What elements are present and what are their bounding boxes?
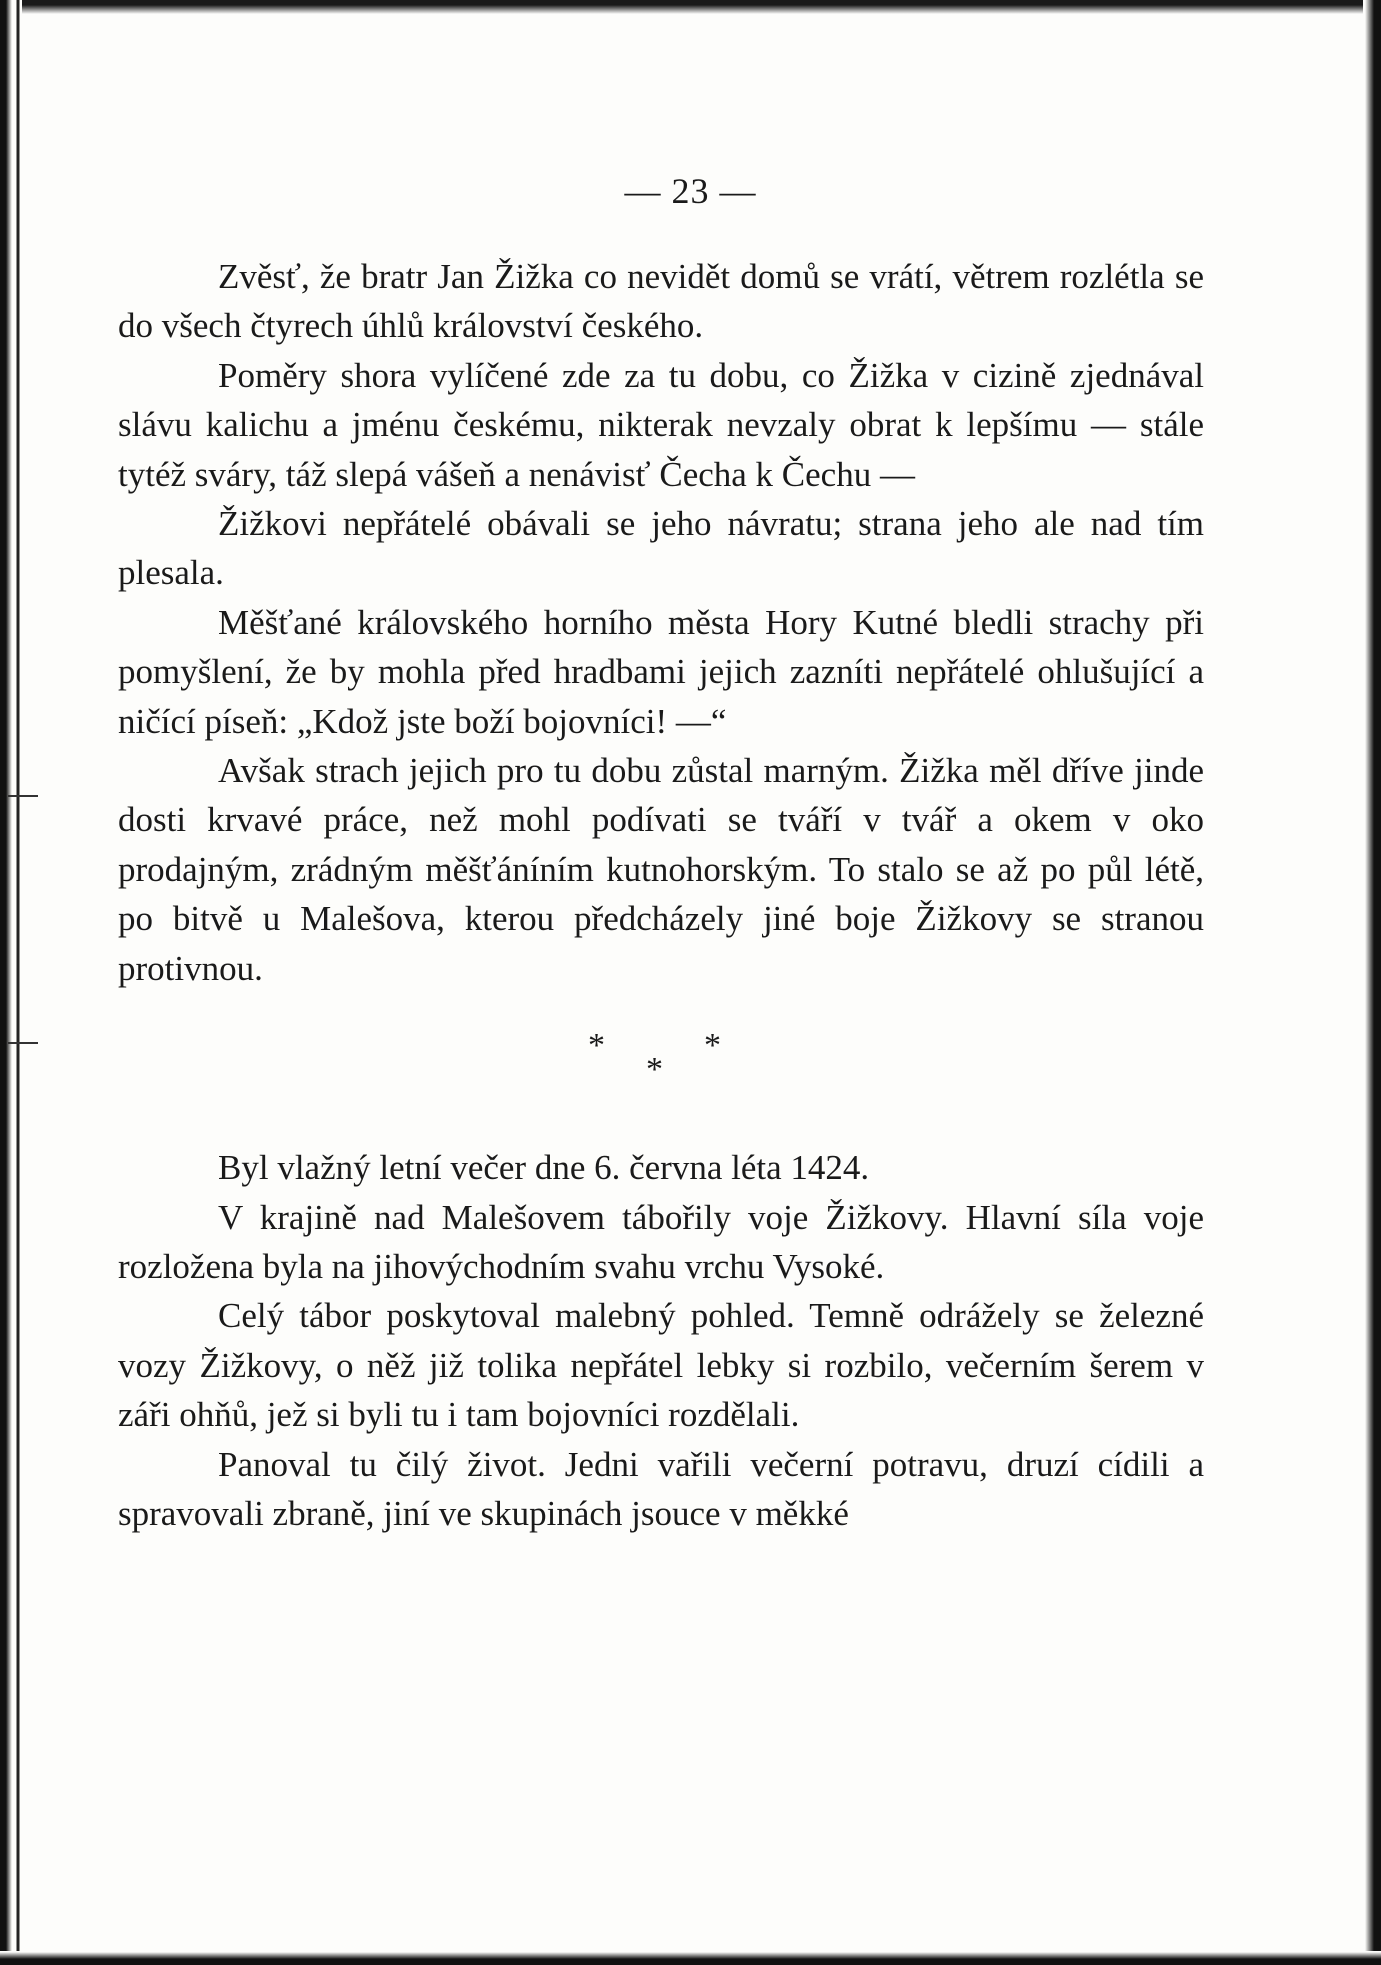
paragraph: Celý tábor poskytoval malebný pohled. Temně odrážely se železné vozy Žižkovy, o něž již tolika nepřátel lebky si rozbilo, večerním šerem v záři ohňů, jež si byli tu i tam bojovníci rozdělali. — [118, 1296, 1204, 1435]
paragraph: Měšťané královského horního města Hory Kutné bledli strachy při pomyšlení, že by mohla před hradbami jejich zazníti nepřátelé ohlušující a ničící píseň: „Kdož jste boží bojovníci! —“ — [118, 602, 1204, 741]
asterisk: * — [588, 1027, 605, 1065]
body-text-section-1 — [118, 252, 1204, 1538]
scan-edge-left — [0, 0, 22, 1965]
paragraph: Byl vlažný letní večer dne 6. června léta 1424. — [218, 1148, 870, 1188]
scan-edge-right — [1363, 0, 1381, 1965]
paragraph: Avšak strach jejich pro tu dobu zůstal marným. Žižka měl dříve jinde dosti krvavé práce, než mohl podívati se tváří v tvář a okem v oko prodajným, zrádným měšťáníním kutnohorským. To stalo se až po půl létě, po bitvě u Malešova, kterou předcházely jiné boje Žižkovy se stranou protivnou. — [118, 751, 1204, 988]
scan-margin-mark — [8, 1042, 38, 1044]
scan-edge-top — [0, 0, 1381, 18]
paragraph: Poměry shora vylíčené zde za tu dobu, co Žižka v cizině zjednával slávu kalichu a jménu českému, nikterak nevzaly obrat k lepšímu — stále tytéž sváry, táž slepá vášeň a nenávisť Čecha k Čechu — — [118, 355, 1204, 494]
paragraph: Panoval tu čilý život. Jedni vařili večerní potravu, druzí cídili a spravovali zbraně, jiní ve skupinách jsouce v měkké — [118, 1444, 1204, 1533]
scan-margin-mark — [8, 795, 38, 797]
page-number: — 23 — — [624, 171, 757, 211]
asterisk: * — [704, 1027, 721, 1065]
paragraph: Zvěsť, že bratr Jan Žižka co nevidět domů se vrátí, větrem rozlétla se do všech čtyrech úhlů království českého. — [118, 257, 1204, 346]
paragraph: Žižkovi nepřátelé obávali se jeho návratu; strana jeho ale nad tím plesala. — [118, 504, 1204, 593]
scan-edge-bottom — [0, 1951, 1381, 1965]
section-separator — [118, 1021, 1204, 1111]
asterisk: * — [646, 1051, 663, 1089]
paragraph: V krajině nad Malešovem tábořily voje Žižkovy. Hlavní síla voje rozložena byla na jihovýchodním svahu vrchu Vysoké. — [118, 1197, 1204, 1286]
